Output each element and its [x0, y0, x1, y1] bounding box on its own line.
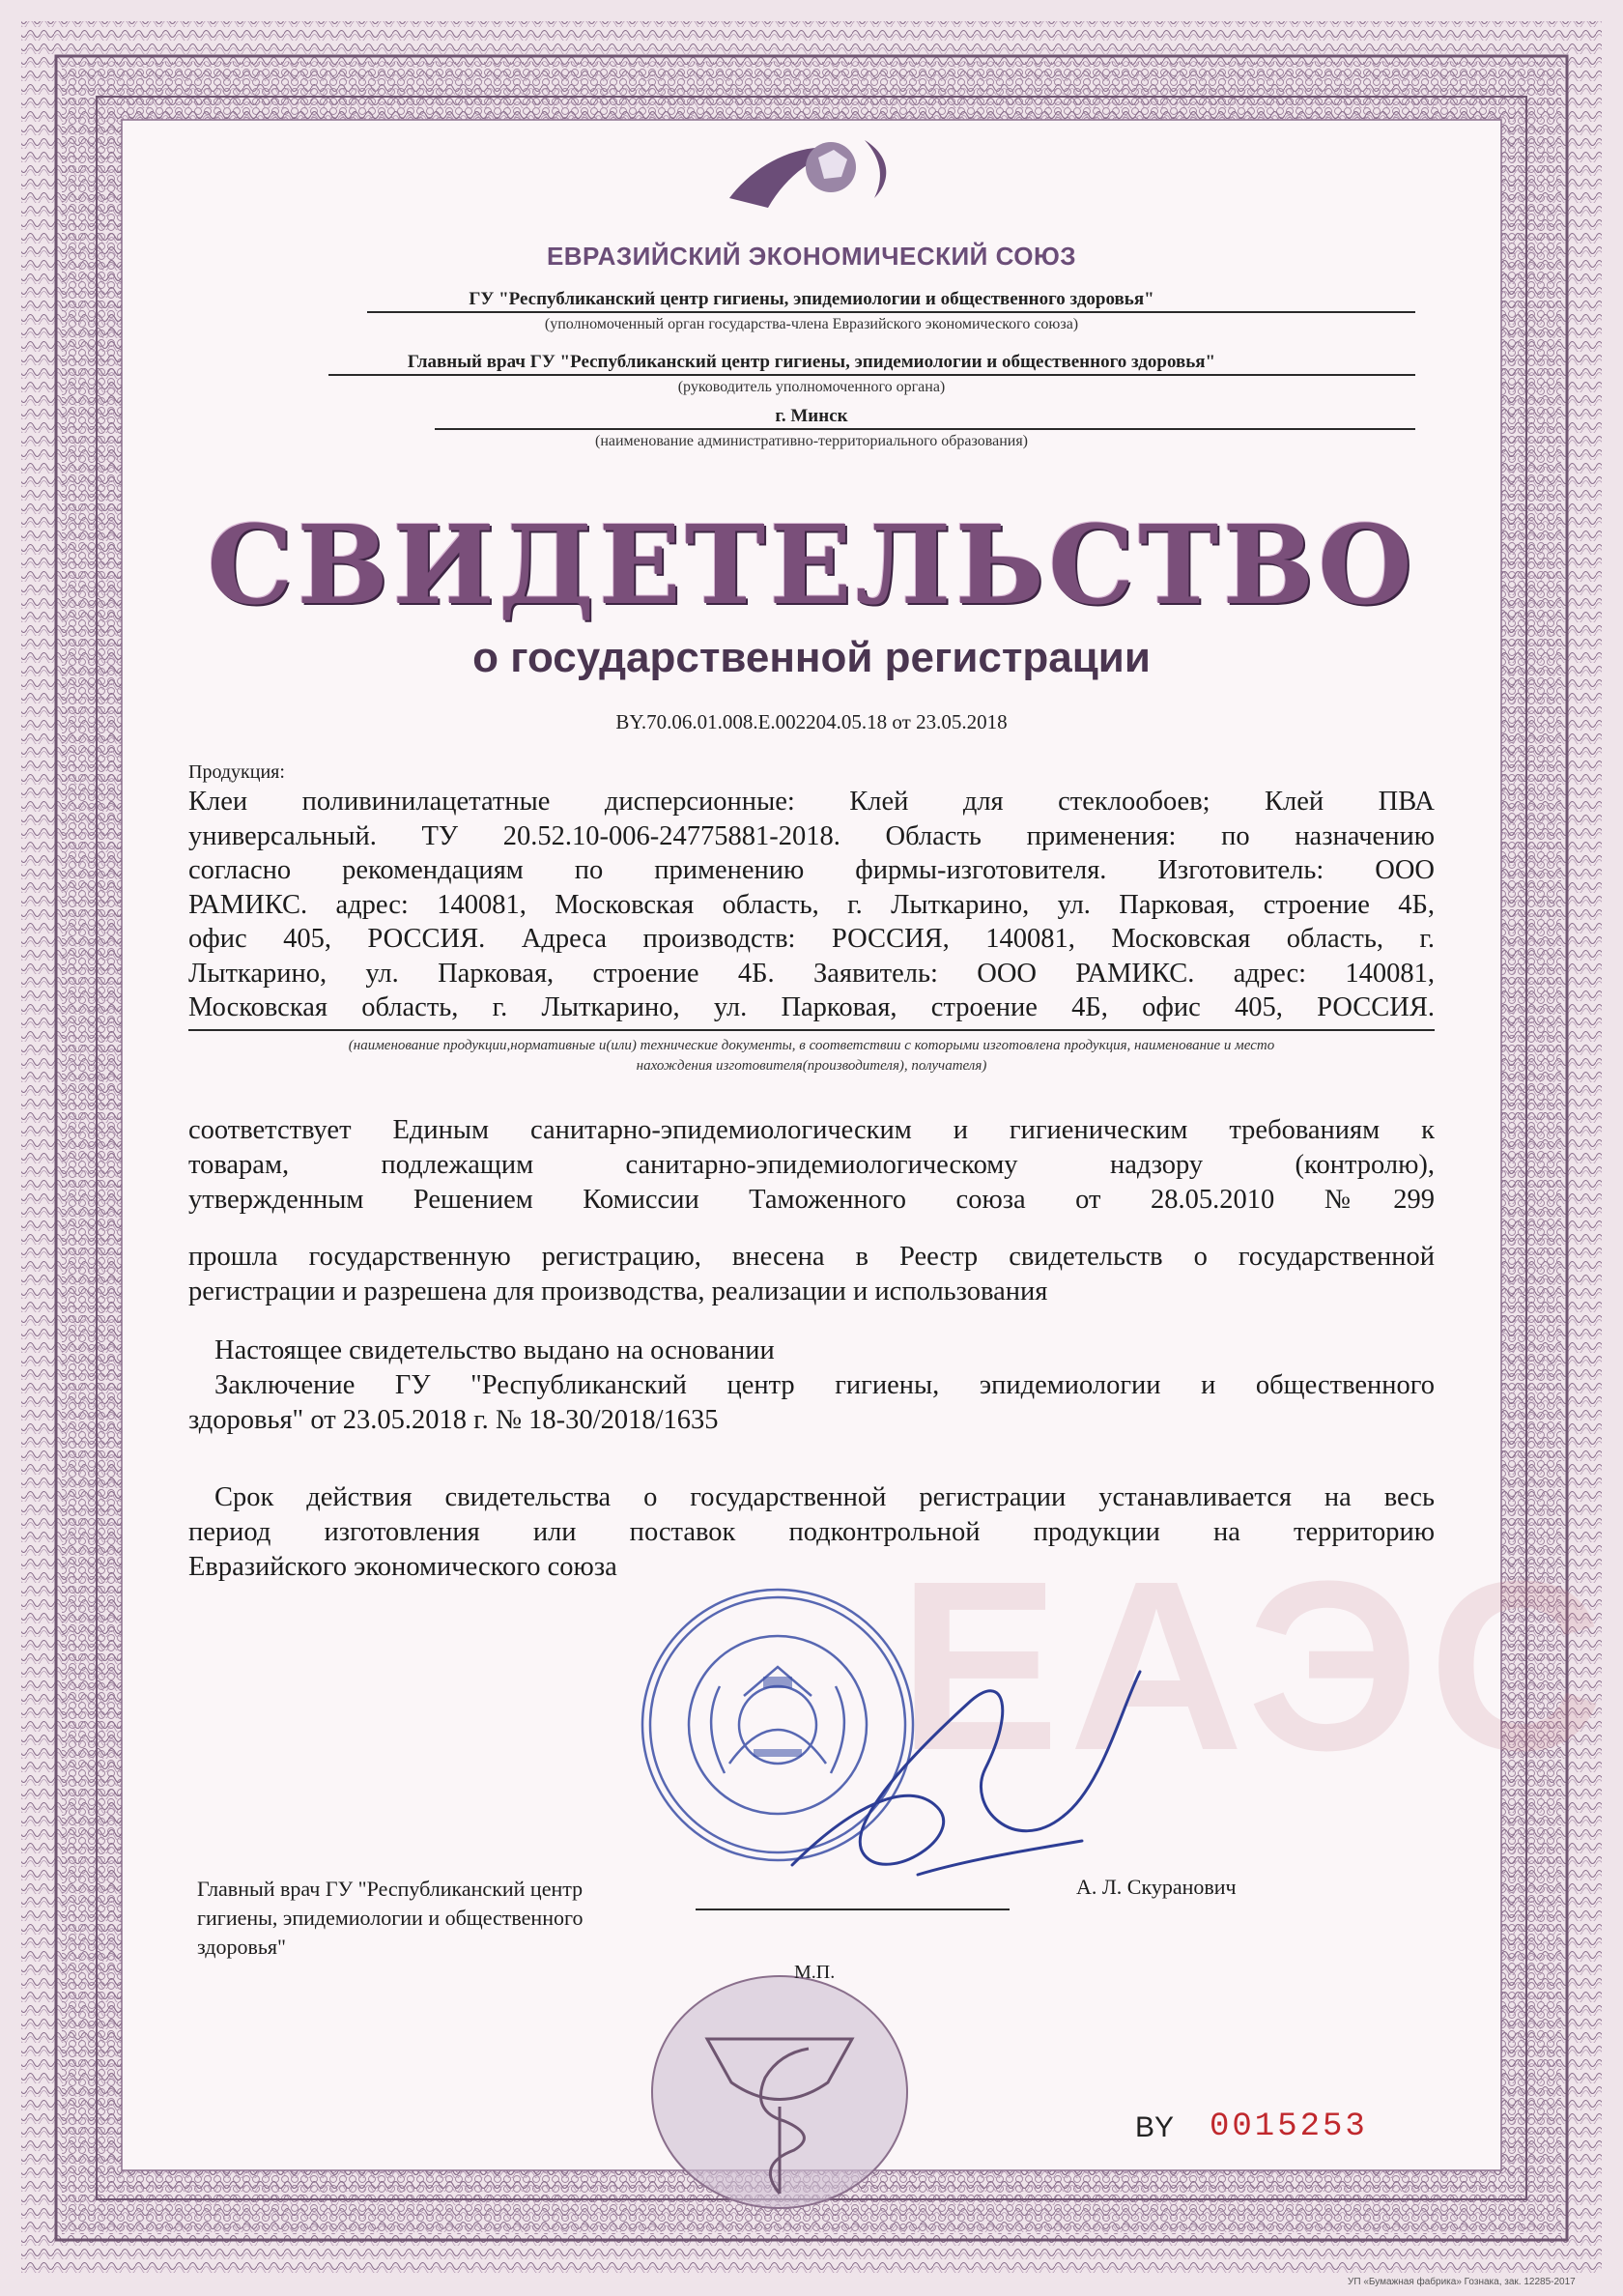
- eaeu-watermark: ЕАЭС: [898, 1531, 1613, 1800]
- registration-text: [188, 1240, 1435, 1309]
- city-caption: (наименование административно-территориального образования): [594, 433, 1029, 449]
- serial-number: 0015253: [1210, 2109, 1368, 2145]
- stamp-place-label: М.П.: [794, 1962, 836, 1983]
- head-rule: [328, 374, 1415, 376]
- city-rule: [435, 428, 1415, 430]
- signatory-position: [197, 1875, 680, 1962]
- product-line: РАМИКС. адрес: 140081, Московская область, г. Лыткарино, ул. Парковая, строение 4Б,: [188, 889, 1435, 920]
- validity-line: период изготовления или поставок подконтрольной продукции на территорию: [188, 1517, 1435, 1547]
- basis-line: здоровья" от 23.05.2018 г. № 18-30/2018/1635: [188, 1405, 719, 1435]
- certificate-title: СВИДЕТЕЛЬСТВО: [207, 502, 1416, 629]
- registration-line: прошла государственную регистрацию, внесена в Реестр свидетельств о государственной: [188, 1242, 1435, 1272]
- registration-number: BY.70.06.01.008.E.002204.05.18 от 23.05.2018: [615, 710, 1008, 733]
- authority-name: ГУ "Республиканский центр гигиены, эпидемиологии и общественного здоровья": [469, 289, 1154, 309]
- product-line: согласно рекомендациям по применению фирмы-изготовителя. Изготовитель: ООО: [188, 855, 1435, 885]
- product-line: универсальный. ТУ 20.52.10-006-24775881-2018. Область применения: по назначению: [188, 820, 1435, 851]
- signatory-name: А. Л. Скуранович: [1076, 1875, 1237, 1899]
- medical-emblem-icon: [649, 1971, 910, 2213]
- product-description: [188, 785, 1435, 1025]
- basis-intro: Настоящее свидетельство выдано на основании: [214, 1335, 775, 1365]
- product-line: Московская область, г. Лыткарино, ул. Парковая, строение 4Б, офис 405, РОССИЯ.: [188, 992, 1435, 1022]
- city-name: г. Минск: [775, 406, 848, 426]
- product-caption-1: (наименование продукции,нормативные и(или) технические документы, в соответствии с которыми изготовлена продукция, наименование и место: [348, 1038, 1275, 1053]
- signatory-position-line: здоровья": [197, 1935, 287, 1959]
- certificate-subtitle: о государственной регистрации: [472, 634, 1151, 681]
- product-rule: [188, 1029, 1435, 1031]
- signature-line: [696, 1909, 1010, 1910]
- printer-info: УП «Бумажная фабрика» Гознака, зак. 12285-2017: [1348, 2277, 1576, 2287]
- head-name: Главный врач ГУ "Республиканский центр гигиены, эпидемиологии и общественного здоровья": [407, 352, 1216, 372]
- product-line: Лыткарино, ул. Парковая, строение 4Б. Заявитель: ООО РАМИКС. адрес: 140081,: [188, 958, 1435, 989]
- validity-text: [188, 1480, 1435, 1585]
- product-caption-2: нахождения изготовителя(производителя), получателя): [636, 1058, 987, 1074]
- compliance-line: товарам, подлежащим санитарно-эпидемиологическому надзору (контролю),: [188, 1150, 1435, 1180]
- validity-line: Срок действия свидетельства о государственной регистрации устанавливается на весь: [214, 1482, 1435, 1512]
- product-line: офис 405, РОССИЯ. Адреса производств: РОССИЯ, 140081, Московская область, г.: [188, 924, 1435, 954]
- basis-line: Заключение ГУ "Республиканский центр гигиены, эпидемиологии и общественного: [214, 1370, 1435, 1400]
- basis-text: [188, 1368, 1435, 1438]
- registration-line: регистрации и разрешена для производства, реализации и использования: [188, 1277, 1048, 1306]
- head-caption: (руководитель уполномоченного органа): [677, 379, 946, 395]
- compliance-line: соответствует Единым санитарно-эпидемиологическим и гигиеническим требованиям к: [188, 1115, 1435, 1145]
- authority-rule: [367, 311, 1415, 313]
- product-label: Продукция:: [188, 761, 285, 783]
- compliance-line: утвержденным Решением Комиссии Таможенного союза от 28.05.2010 №299: [188, 1185, 1435, 1215]
- validity-line: Евразийского экономического союза: [188, 1552, 617, 1582]
- authority-caption: (уполномоченный орган государства-члена Евразийского экономического союза): [544, 316, 1079, 332]
- signatory-position-line: Главный врач ГУ "Республиканский центр: [197, 1877, 584, 1901]
- serial-prefix: BY: [1135, 2111, 1175, 2143]
- signatory-position-line: гигиены, эпидемиологии и общественного: [197, 1906, 584, 1930]
- union-name: ЕВРАЗИЙСКИЙ ЭКОНОМИЧЕСКИЙ СОЮЗ: [546, 242, 1077, 271]
- eaeu-emblem-icon: [720, 121, 913, 222]
- product-line: Клеи поливинилацетатные дисперсионные: Клей для стеклообоев; Клей ПВА: [188, 787, 1435, 817]
- compliance-text: [188, 1113, 1435, 1218]
